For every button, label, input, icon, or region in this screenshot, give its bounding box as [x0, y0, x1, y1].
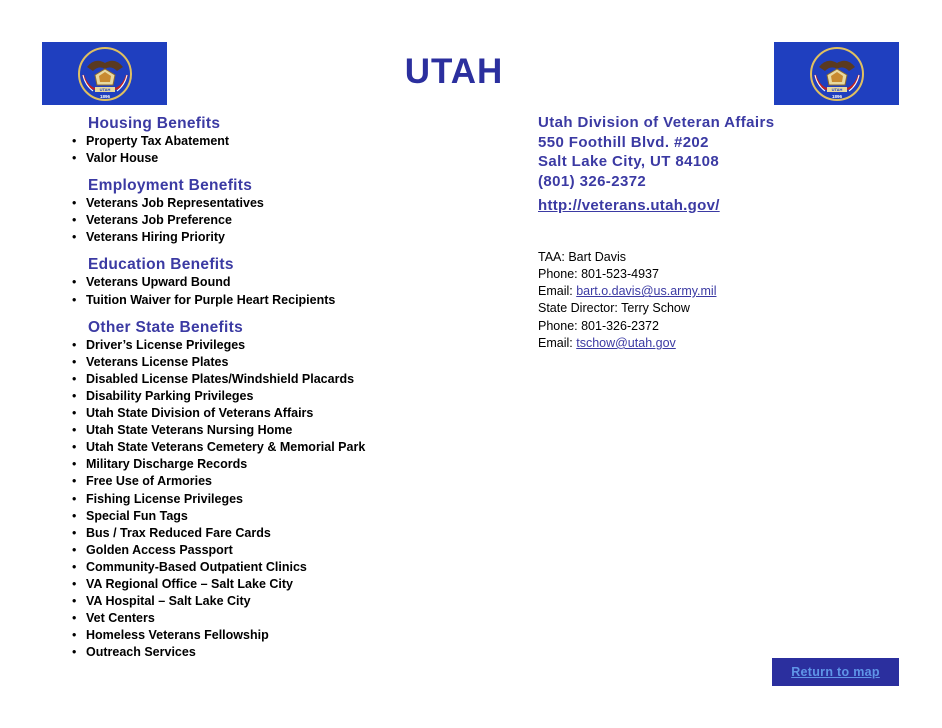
- section-heading: Employment Benefits: [88, 177, 253, 195]
- contact-column: [538, 113, 918, 352]
- flag-banner-text: UTAH: [831, 86, 842, 92]
- list-item: • Vet Centers: [72, 610, 492, 627]
- office-name: Utah Division of Veteran Affairs: [538, 114, 775, 131]
- list-item: • Free Use of Armories: [72, 473, 492, 490]
- list-item: • Disabled License Plates/Windshield Placards: [72, 371, 492, 388]
- list-item: • Utah State Veterans Cemetery & Memorial Park: [72, 439, 492, 456]
- director-phone: Phone: 801-326-2372: [538, 318, 659, 333]
- taa-email-link[interactable]: bart.o.davis@us.army.mil: [576, 284, 717, 299]
- office-phone: (801) 326-2372: [538, 173, 647, 191]
- list-item: • Golden Access Passport: [72, 542, 492, 559]
- list-item: • Disability Parking Privileges: [72, 388, 492, 405]
- email-label: Email:: [538, 284, 573, 299]
- list-item: • Driver’s License Privileges: [72, 337, 492, 354]
- email-label: Email:: [538, 335, 573, 350]
- list-item: • VA Regional Office – Salt Lake City: [72, 576, 492, 593]
- flag-year-text: 1896: [99, 93, 110, 99]
- list-item: • Tuition Waiver for Purple Heart Recipients: [72, 292, 492, 309]
- other-benefits-section: [72, 318, 492, 662]
- education-section: [72, 255, 492, 308]
- list-item: • VA Hospital – Salt Lake City: [72, 593, 492, 610]
- list-item: • Veterans Job Preference: [72, 212, 492, 229]
- list-item: • Veterans Job Representatives: [72, 195, 492, 212]
- section-heading: Housing Benefits: [88, 115, 221, 132]
- list-item: • Utah State Division of Veterans Affairs: [72, 405, 492, 422]
- contacts-block: [538, 249, 918, 352]
- flag-year-text: 1896: [831, 93, 842, 99]
- list-item: • Homeless Veterans Fellowship: [72, 627, 492, 644]
- employment-section: [72, 176, 492, 246]
- return-to-map-label: Return to map: [791, 665, 880, 679]
- list-item: • Property Tax Abatement: [72, 133, 492, 150]
- section-heading: Other State Benefits: [88, 318, 244, 336]
- page-title: UTAH: [404, 52, 504, 91]
- list-item: • Veterans Upward Bound: [72, 274, 492, 291]
- list-item: • Fishing License Privileges: [72, 491, 492, 508]
- taa-email-row: [538, 283, 918, 300]
- list-item: • Special Fun Tags: [72, 508, 492, 525]
- list-item: • Veterans Hiring Priority: [72, 229, 492, 246]
- housing-section: [72, 114, 492, 167]
- list-item: • Valor House: [72, 150, 492, 167]
- director-email-row: [538, 335, 918, 352]
- section-heading: Education Benefits: [88, 256, 234, 274]
- list-item: • Bus / Trax Reduced Fare Cards: [72, 525, 492, 542]
- page-title-wrap: [0, 52, 942, 92]
- list-item: • Military Discharge Records: [72, 456, 492, 473]
- list-item: • Community-Based Outpatient Clinics: [72, 559, 492, 576]
- list-item: • Veterans License Plates: [72, 354, 492, 371]
- flag-banner-text: UTAH: [99, 86, 110, 92]
- taa-phone: Phone: 801-523-4937: [538, 267, 659, 282]
- office-address-line2: Salt Lake City, UT 84108: [538, 153, 720, 171]
- taa-name: TAA: Bart Davis: [538, 249, 626, 264]
- office-address-line1: 550 Foothill Blvd. #202: [538, 133, 709, 151]
- return-to-map-button[interactable]: [772, 658, 899, 686]
- list-item: • Utah State Veterans Nursing Home: [72, 422, 492, 439]
- office-website-link[interactable]: http://veterans.utah.gov/: [538, 196, 720, 214]
- benefits-column: [72, 114, 492, 661]
- director-name: State Director: Terry Schow: [538, 301, 690, 316]
- list-item: • Outreach Services: [72, 644, 492, 661]
- director-email-link[interactable]: tschow@utah.gov: [576, 335, 676, 350]
